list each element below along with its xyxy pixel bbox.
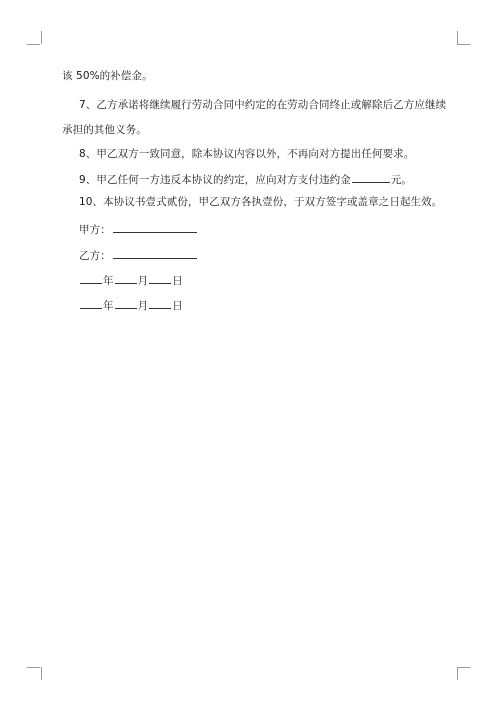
day-label: 日 <box>172 275 183 287</box>
party-b-signature-blank <box>113 247 197 259</box>
month-blank <box>115 272 137 284</box>
clause-9-unit: 元。 <box>390 174 412 186</box>
party-a-signature-line <box>79 221 198 237</box>
month-label: 月 <box>137 300 149 312</box>
party-b-signature-line <box>79 247 198 263</box>
year-blank <box>80 297 102 309</box>
clause-7-line-1: 7、乙方承诺将继续履行劳动合同中约定的在劳动合同终止或解除后乙方应继续 <box>79 99 447 111</box>
clause-7-line-2: 承担的其他义务。 <box>62 124 147 136</box>
clause-10: 10、本协议书壹式贰份，甲乙双方各执壹份，于双方签字或盖章之日起生效。 <box>79 196 443 208</box>
party-b-label: 乙方： <box>79 250 111 262</box>
clause-8: 8、甲乙双方一致同意，除本协议内容以外，不再向对方提出任何要求。 <box>79 148 415 160</box>
day-blank <box>149 272 171 284</box>
day-label: 日 <box>172 300 183 312</box>
penalty-amount-blank <box>352 171 390 183</box>
clause-6-continuation: 该 50%的补偿金。 <box>62 70 153 82</box>
year-label: 年 <box>103 275 114 287</box>
year-blank <box>80 272 102 284</box>
party-a-label: 甲方： <box>79 224 111 236</box>
month-label: 月 <box>137 275 149 287</box>
party-a-signature-blank <box>113 221 197 233</box>
date-line-1 <box>79 272 183 288</box>
clause-9-text: 9、甲乙任何一方违反本协议的约定，应向对方支付违约金 <box>79 174 351 186</box>
year-label: 年 <box>103 300 114 312</box>
clause-9 <box>79 171 412 187</box>
date-line-2 <box>79 297 183 313</box>
month-blank <box>115 297 137 309</box>
day-blank <box>149 297 171 309</box>
